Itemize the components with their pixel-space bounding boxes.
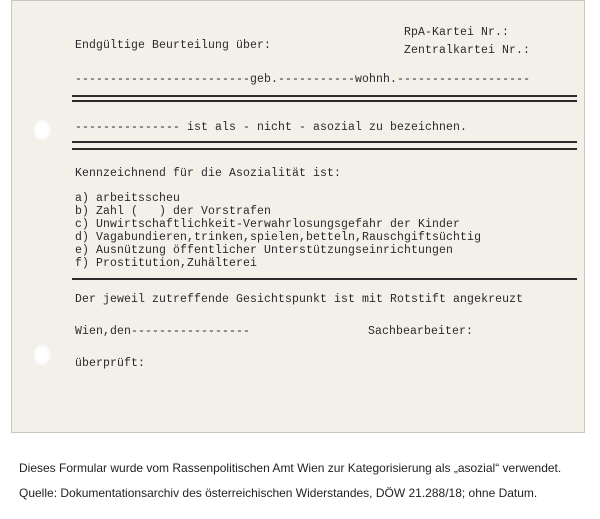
divider-4 xyxy=(72,148,577,150)
criteria-heading: Kennzeichnend für die Asozialität ist: xyxy=(75,167,342,180)
form-heading: Endgültige Beurteilung über: xyxy=(75,39,272,52)
divider-1 xyxy=(72,95,577,97)
criterion-c: c) Unwirtschaftlichkeit-Verwahrlosungsgefahr der Kinder xyxy=(75,218,461,231)
red-pencil-note: Der jeweil zutreffende Gesichtspunkt ist mit Rotstift angekreuzt xyxy=(75,293,524,306)
caption-line-1: Dieses Formular wurde vom Rassenpolitischen Amt Wien zur Kategorisierung als „asozial“ verwendet. xyxy=(19,461,562,475)
clerk-field: Sachbearbeiter: xyxy=(368,325,474,338)
punch-hole-bottom xyxy=(33,344,51,366)
divider-3 xyxy=(72,141,577,143)
checked-field: überprüft: xyxy=(75,357,146,370)
rpa-number-label: RpA-Kartei Nr.: xyxy=(404,26,510,39)
asozial-statement-line: --------------- ist als - nicht - asozial zu bezeichnen. xyxy=(75,121,468,134)
caption-line-2: Quelle: Dokumentationsarchiv des österreichischen Widerstandes, DÖW 21.288/18; ohne Datum. xyxy=(19,486,538,500)
form-card xyxy=(11,0,585,433)
punch-hole-top xyxy=(33,119,51,141)
divider-5 xyxy=(72,278,577,280)
criterion-f: f) Prostitution,Zuhälterei xyxy=(75,257,258,270)
divider-2 xyxy=(72,100,577,102)
zentral-number-label: Zentralkartei Nr.: xyxy=(404,44,531,57)
criterion-e: e) Ausnützung öffentlicher Unterstützungseinrichtungen xyxy=(75,244,454,257)
criterion-b: b) Zahl ( ) der Vorstrafen xyxy=(75,205,272,218)
criterion-a: a) arbeitsscheu xyxy=(75,192,181,205)
birth-residence-line: -------------------------geb.-----------wohnh.------------------- xyxy=(75,73,531,86)
criterion-d: d) Vagabundieren,trinken,spielen,betteln,Rauschgiftsüchtig xyxy=(75,231,482,244)
place-date-field: Wien,den----------------- xyxy=(75,325,251,338)
